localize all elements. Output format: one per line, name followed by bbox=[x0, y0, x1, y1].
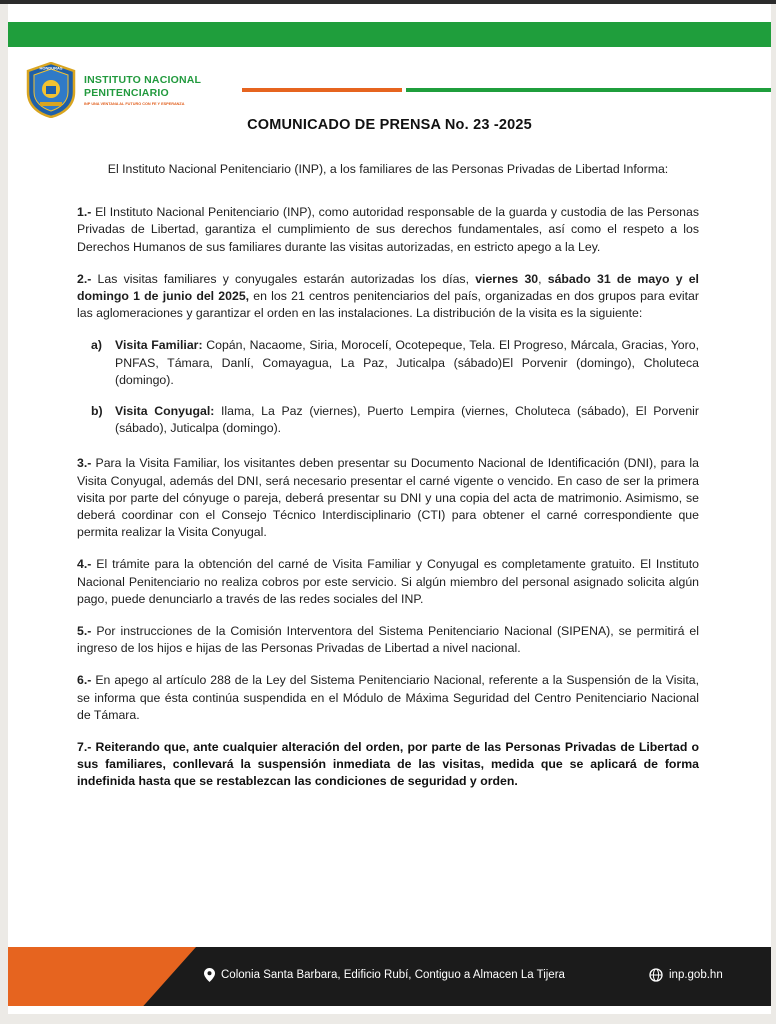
paragraph-5-text: Por instrucciones de la Comisión Interventora del Sistema Penitenciario Nacional (SIPENA), se permitirá el ingreso de los hijos e hijas de las Personas Privadas de Libertad a nivel nacional. bbox=[77, 624, 699, 656]
paragraph-1 bbox=[77, 204, 699, 256]
paragraph-2-text-b: , bbox=[538, 271, 548, 286]
footer-website-text[interactable]: inp.gob.hn bbox=[669, 969, 723, 981]
header-green-band bbox=[8, 22, 771, 47]
divider-green-segment bbox=[406, 88, 771, 92]
paragraph-5-number: 5.- bbox=[77, 624, 92, 639]
document-body bbox=[77, 161, 699, 806]
org-name-line1: INSTITUTO NACIONAL bbox=[84, 74, 202, 86]
logo-text: HONDURAS bbox=[39, 65, 63, 71]
org-name-line2: PENITENCIARIO bbox=[84, 87, 169, 99]
paragraph-6-number: 6.- bbox=[77, 673, 92, 688]
sub-item-b-text: Ilama, La Paz (viernes), Puerto Lempira (viernes, Choluteca (sábado), El Porvenir (sábado), Juticalpa (domingo). bbox=[115, 404, 699, 436]
footer-address bbox=[204, 968, 565, 982]
paragraph-2-text-a: Las visitas familiares y conyugales estarán autorizadas los días, bbox=[91, 271, 476, 286]
paragraph-5 bbox=[77, 623, 699, 657]
document-title: COMUNICADO DE PRENSA No. 23 -2025 bbox=[247, 117, 532, 133]
sub-item-a bbox=[77, 337, 699, 389]
sub-item-a-text: Copán, Nacaome, Siria, Morocelí, Ocotepeque, Tela. El Progreso, Márcala, Gracias, Yoro, PNFAS, Támara, Danlí, Comayagua, La Paz, Juticalpa (sábado)El Porvenir (domingo), Choluteca (domingo). bbox=[115, 338, 699, 387]
org-name bbox=[84, 74, 201, 100]
sub-item-b-letter: b) bbox=[91, 404, 103, 419]
header-divider bbox=[242, 88, 771, 94]
paragraph-2-text-c: en los 21 centros penitenciarios del país, organizadas en dos grupos para evitar las aglomeraciones y garantizar el orden en las instalaciones. La distribución de la visita es la siguiente: bbox=[77, 289, 699, 321]
paragraph-6 bbox=[77, 672, 699, 724]
location-pin-icon bbox=[204, 968, 215, 982]
paragraph-2 bbox=[77, 271, 699, 323]
inp-logo bbox=[25, 62, 77, 118]
paragraph-7: 7.- Reiterando que, ante cualquier alteración del orden, por parte de las Personas Privadas de Libertad o sus familiares, conllevará la suspensión inmediata de las visitas, medida que se aplicará de forma indefinida hasta que se restablezcan las condiciones de seguridad y orden. bbox=[77, 740, 699, 789]
paragraph-1-text: El Instituto Nacional Penitenciario (INP), como autoridad responsable de la guarda y custodia de las Personas Privadas de Libertad, garantiza el cumplimiento de sus derechos fundamentales, así como el respeto a los Derechos Humanos de sus familiares durante las visitas autorizadas, en estricto apego a la Ley. bbox=[77, 205, 699, 254]
footer-address-text: Colonia Santa Barbara, Edificio Rubí, Contiguo a Almacen La Tijera bbox=[221, 969, 565, 981]
paragraph-6-text: En apego al artículo 288 de la Ley del Sistema Penitenciario Nacional, referente a la Suspensión de la Visita, se informa que ésta continúa suspendida en el Módulo de Máxima Seguridad del Centro Penitenciario Nacional de Támara. bbox=[77, 673, 699, 722]
paragraph-4-number: 4.- bbox=[77, 557, 92, 572]
footer-website[interactable] bbox=[649, 968, 723, 982]
paragraph-2-number: 2.- bbox=[77, 271, 92, 286]
paragraph-3-number: 3.- bbox=[77, 456, 92, 471]
intro-paragraph: El Instituto Nacional Penitenciario (INP), a los familiares de las Personas Privadas de Libertad Informa: bbox=[107, 162, 669, 176]
press-release-document bbox=[8, 4, 771, 1014]
sub-item-a-letter: a) bbox=[91, 338, 102, 353]
paragraph-4-text: El trámite para la obtención del carné de Visita Familiar y Conyugal es completamente gratuito. El Instituto Nacional Penitenciario no realiza cobros por este servicio. Si algún miembro del personal asignado solicita algún pago, puede denunciarlo a través de las redes sociales del INP. bbox=[77, 557, 699, 606]
paragraph-3-text: Para la Visita Familiar, los visitantes deben presentar su Documento Nacional de Identificación (DNI), para la Visita Conyugal, además del DNI, será necesario presentar el carné vigente o vencido. En caso de ser la primera visita por parte del cónyuge o pareja, deberá presentar su DNI y una copia del acta de matrimonio. Asimismo, se deberá coordinar con el Consejo Técnico Interdisciplinario (CTI) para obtener el carné correspondiente que permita realizar la Visita Conyugal. bbox=[77, 456, 699, 540]
divider-orange-segment bbox=[242, 88, 402, 92]
paragraph-4 bbox=[77, 556, 699, 608]
sub-item-b bbox=[77, 403, 699, 437]
org-tagline: INP UNA VENTANA AL FUTURO CON FE Y ESPERANZA bbox=[84, 102, 185, 106]
sub-item-a-label: Visita Familiar: bbox=[115, 338, 203, 353]
paragraph-3 bbox=[77, 455, 699, 541]
paragraph-2-bold-1: viernes 30 bbox=[475, 271, 539, 286]
globe-icon bbox=[649, 968, 663, 982]
paragraph-2-bold-2: sábado 31 de mayo y el domingo 1 de junio del 2025, bbox=[77, 271, 699, 304]
sub-item-b-label: Visita Conyugal: bbox=[115, 404, 215, 419]
paragraph-1-number: 1.- bbox=[77, 205, 92, 220]
